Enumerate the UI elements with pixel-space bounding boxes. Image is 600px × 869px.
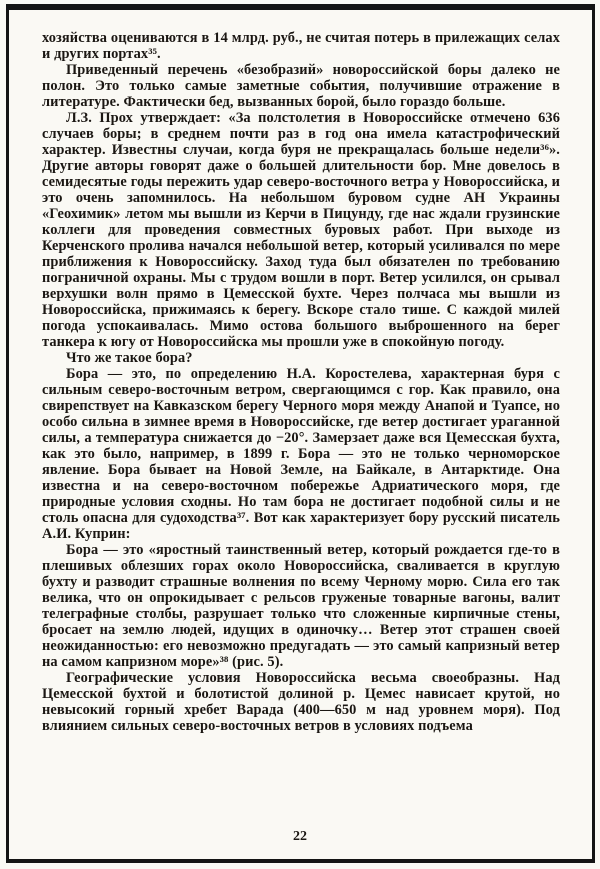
paragraph: Бора — это «яростный таинственный ветер, который рождается где-то в плешивых облезших горах около Новороссийска, сваливается в круглую бухту и разводит страшные волнения по всему Черному морю. Сила его так велика, что он опрокидывает с рельсов груженые товарные вагоны, валит телеграфные столбы, разрушает только что сложенные кирпичные стены, бросает на землю людей, идущих в одиночку… Ветер этот страшен своей неожиданностью: его невозможно предугадать — это самый капризный ветер на самом капризном море»³⁸ (рис. 5). (42, 542, 560, 670)
page-number: 22 (293, 829, 307, 844)
paragraph: Бора — это, по определению Н.А. Коростелева, характерная буря с сильным северо-восточным ветром, свергающимся с гор. Как правило, она свирепствует на Кавказском берегу Черного моря между Анапой и Туапсе, но особо сильна в зимнее время в Новороссийске, где ветер достигает ураганной силы, а температура снижается до −20°. Замерзает даже вся Цемесская бухта, как это было, например, в 1899 г. Бора — это не только черноморское явление. Бора бывает на Новой Земле, на Байкале, в Антарктиде. Она известна и на северо-восточном побережье Адриатического моря, где природные условия сходны. Но там бора не достигает подобной силы и не столь опасна для судоходства³⁷. Вот как характеризует бору русский писатель А.И. Куприн: (42, 366, 560, 542)
paragraph: хозяйства оцениваются в 14 млрд. руб., не считая потерь в прилежащих селах и других портах³⁵. (42, 30, 560, 62)
page-text (42, 30, 560, 734)
paragraph: Что же такое бора? (66, 350, 193, 366)
paragraph: Географические условия Новороссийска весьма своеобразны. Над Цемесской бухтой и болотистой долиной р. Цемес нависает крутой, но невысокий горный хребет Варада (400—650 м над уровнем моря). Под влиянием сильных северо-восточных ветров в условиях подъема (42, 670, 560, 734)
paragraph: Приведенный перечень «безобразий» новороссийской боры далеко не полон. Это только самые заметные события, получившие отражение в литературе. Фактически бед, вызванных борой, было гораздо больше. (42, 62, 560, 110)
paragraph: Л.З. Прох утверждает: «За полстолетия в Новороссийске отмечено 636 случаев боры; в среднем почти раз в год она имела катастрофический характер. Известны случаи, когда буря не прекращалась больше недели³⁶». Другие авторы говорят даже о большей длительности бор. Мне довелось в семидесятые годы пережить удар северо-восточного ветра у Новороссийска, и это очень запомнилось. На небольшом буровом судне АН Украины «Геохимик» летом мы вышли из Керчи в Пицунду, где нас ждали грузинские коллеги для проведения совместных буровых работ. При выходе из Керченского пролива начался небольшой ветер, который усиливался по мере приближения к Новороссийску. Заход туда был обязателен по требованию пограничной охраны. Мы с трудом вошли в порт. Ветер усилился, он срывал верхушки волн прямо в Цемесской бухте. Через полчаса мы вышли из Новороссийска, прижимаясь к берегу. Вскоре стало тише. С каждой милей погода успокаивалась. Мимо остова большого выброшенного на берег танкера к югу от Новороссийска мы прошли уже в спокойную погоду. (42, 110, 560, 350)
